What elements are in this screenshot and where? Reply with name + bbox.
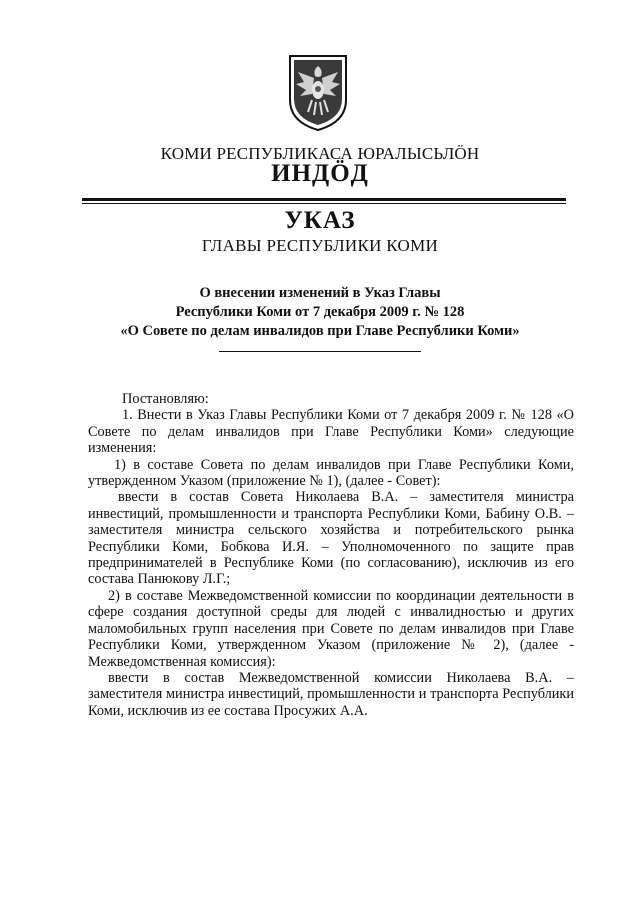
issuer-komi-name: КОМИ РЕСПУБЛИКАСА ЮРАЛЫСЬЛÖН [160, 144, 480, 163]
issuer-name: ГЛАВЫ РЕСПУБЛИКИ КОМИ [201, 236, 439, 255]
doc-type: УКАЗ [284, 207, 356, 234]
subject-line-2: Республики Коми от 7 декабря 2009 г. № 128 [175, 304, 465, 320]
header-divider-thin [82, 203, 566, 204]
decree-subitem-1-changes: ввести в состав Совета Николаева В.А. – заместителя министра инвестиций, промышленности и транспорта Республики Коми, Бабину О.В. – заместителя министра сельского хозяйства и потребительского рынка Республики Коми, Бобкова И.Я. – Уполномоченного по защите прав предпринимателей в Республике Коми (по согласованию), исключив из его состава Панюкову Л.Г.; [88, 489, 574, 588]
decree-subitem-2: 2) в составе Межведомственной комиссии по координации деятельности в сфере создания доступной среды для людей с инвалидностью и других маломобильных групп населения при Совете по делам инвалидов при Главе Республики Коми, утвержденном Указом (приложение № 2), (далее - Межведомственная комиссия): [88, 587, 574, 670]
document-subject [0, 284, 640, 341]
doc-type-komi: ИНДÖД [271, 160, 369, 187]
subject-underline [219, 351, 421, 352]
decree-subitem-1: 1) в составе Совета по делам инвалидов при Главе Республики Коми, утвержденном Указом (приложение № 1), (далее - Совет): [88, 456, 574, 490]
decree-item-1: 1. Внести в Указ Главы Республики Коми от 7 декабря 2009 г. № 128 «О Совете по делам инвалидов при Главе Республики Коми» следующие изменения: [88, 407, 574, 457]
coat-of-arms-emblem [286, 52, 350, 132]
document-body [88, 391, 574, 719]
decree-opening: Постановляю: [122, 391, 209, 407]
subject-line-1: О внесении изменений в Указ Главы [199, 285, 441, 301]
decree-subitem-2-changes: ввести в состав Межведомственной комиссии Николаева В.А. – заместителя министра инвестиций, промышленности и транспорта Республики Коми, исключив из ее состава Просужих А.А. [88, 669, 574, 719]
subject-line-3: «О Совете по делам инвалидов при Главе Республики Коми» [120, 323, 520, 339]
header-divider-thick [82, 198, 566, 201]
